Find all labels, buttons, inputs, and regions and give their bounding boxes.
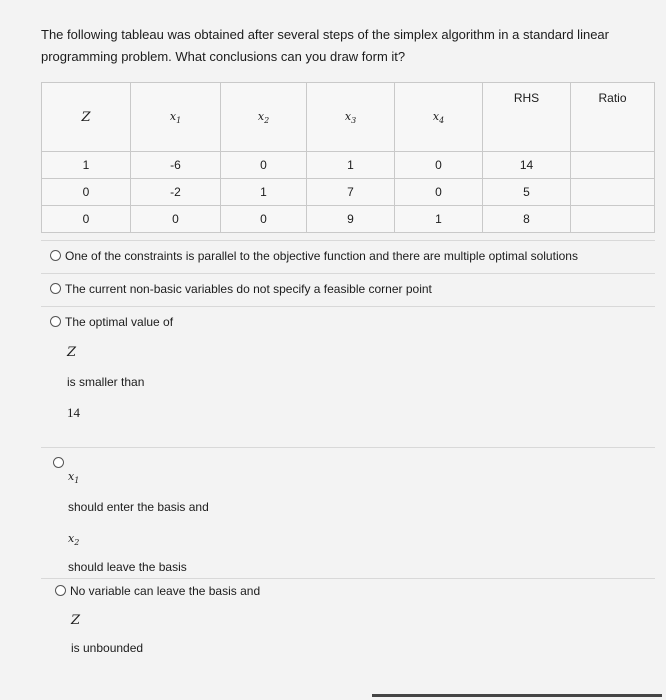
option-e-label-2: is unbounded (71, 641, 144, 655)
header-x1: $x_1$ (131, 83, 221, 152)
option-a[interactable] (41, 240, 655, 273)
option-c-variable: Z (67, 345, 77, 360)
header-x3: $x_3$ (307, 83, 395, 152)
tableau-row (42, 206, 655, 233)
option-d[interactable] (41, 447, 655, 578)
radio-icon[interactable] (55, 585, 66, 596)
option-d-variable-1: $x_1$ (68, 470, 80, 486)
radio-icon[interactable] (53, 457, 64, 468)
option-d-label-2: should leave the basis (68, 560, 187, 574)
cell: 0 (395, 152, 483, 179)
cell: -6 (131, 152, 221, 179)
cell: 1 (307, 152, 395, 179)
tableau-row (42, 152, 655, 179)
answer-options (41, 240, 655, 689)
cell: 14 (483, 152, 571, 179)
option-b[interactable] (41, 273, 655, 306)
option-c-label-2: is smaller than (67, 375, 145, 389)
cell: 9 (307, 206, 395, 233)
question-text (41, 24, 651, 68)
cell (571, 179, 655, 206)
cell: 5 (483, 179, 571, 206)
radio-icon[interactable] (50, 316, 61, 327)
simplex-tableau (41, 82, 655, 233)
cell: 0 (42, 179, 131, 206)
cell: 0 (221, 152, 307, 179)
cell: -2 (131, 179, 221, 206)
option-d-variable-2: $x_2$ (68, 532, 80, 548)
question-line-2: programming problem. What conclusions can you draw form it? (41, 49, 406, 64)
cell: 0 (395, 179, 483, 206)
cell: 1 (221, 179, 307, 206)
option-c-value: 14 (67, 405, 80, 420)
divider (372, 694, 662, 697)
option-e-label: No variable can leave the basis and (70, 584, 261, 598)
option-c-label: The optimal value of (65, 315, 174, 329)
option-d-label: should enter the basis and (68, 500, 209, 514)
option-b-label: The current non-basic variables do not specify a feasible corner point (65, 282, 432, 296)
cell: 0 (221, 206, 307, 233)
header-x4: $x_4$ (395, 83, 483, 152)
header-rhs: RHS (483, 83, 571, 152)
cell: 0 (131, 206, 221, 233)
cell: 0 (42, 206, 131, 233)
radio-icon[interactable] (50, 283, 61, 294)
question-line-1: The following tableau was obtained after several steps of the simplex algorithm in a standard linear (41, 27, 609, 42)
header-z: Z (42, 83, 131, 152)
cell: 1 (395, 206, 483, 233)
cell: 1 (42, 152, 131, 179)
option-e-variable: Z (71, 613, 81, 628)
radio-icon[interactable] (50, 250, 61, 261)
tableau-header-row (42, 83, 655, 152)
header-x2: $x_2$ (221, 83, 307, 152)
cell (571, 152, 655, 179)
cell: 7 (307, 179, 395, 206)
cell (571, 206, 655, 233)
cell: 8 (483, 206, 571, 233)
option-a-label: One of the constraints is parallel to the objective function and there are multiple optimal solutions (65, 249, 578, 263)
header-ratio: Ratio (571, 83, 655, 152)
option-e[interactable] (41, 578, 655, 689)
option-c[interactable] (41, 306, 655, 447)
tableau-row (42, 179, 655, 206)
